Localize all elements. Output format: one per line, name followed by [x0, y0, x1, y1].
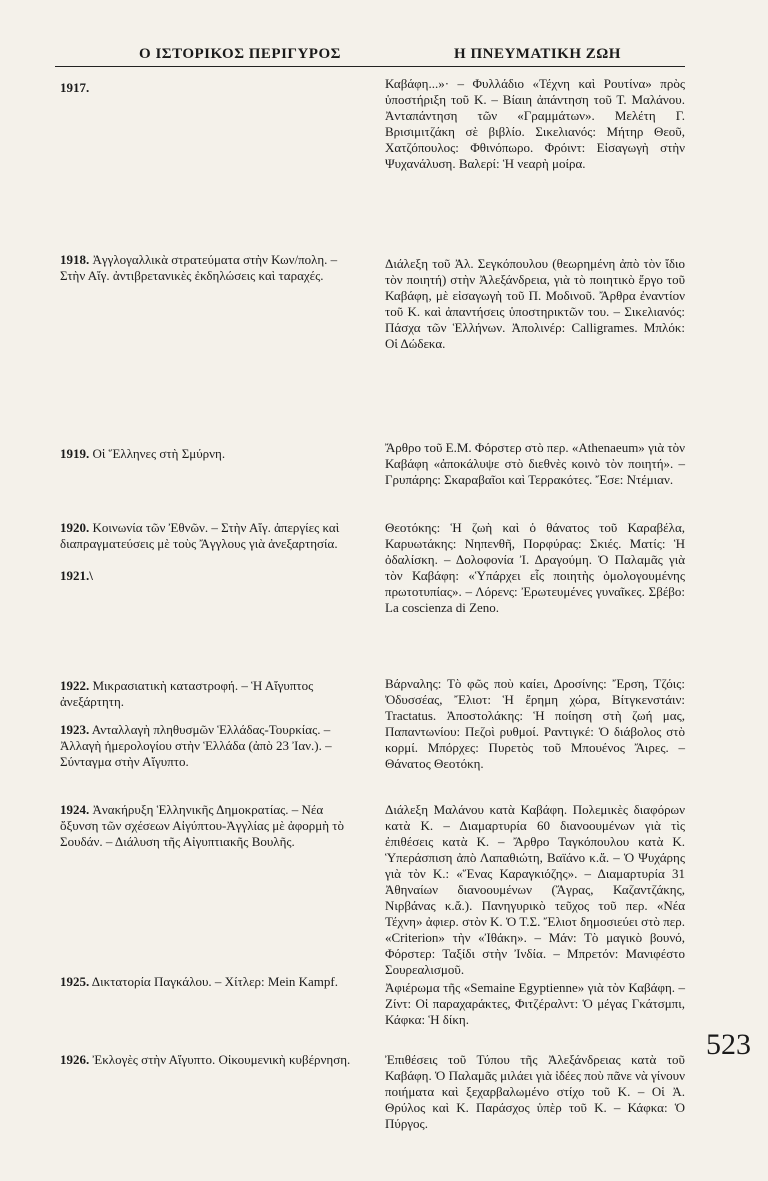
entry-text: Μικρασιατικὴ καταστροφή. – Ἡ Αἴγυπτος ἀνεξάρτητη. — [60, 678, 314, 709]
culture-entry-1925: Ἀφιέρωμα τῆς «Semaine Egyptienne» γιὰ τὸν Καβάφη. – Ζίντ: Οἱ παραχαράκτες, Φιτζέραλντ: Ὁ μέγας Γκάτσμπι, Κάφκα: Ἡ δίκη. — [385, 980, 685, 1027]
culture-entry-1926: Ἐπιθέσεις τοῦ Τύπου τῆς Ἀλεξάνδρειας κατὰ τοῦ Καβάφη. Ὁ Παλαμᾶς μιλάει γιὰ ἰδέες ποὺ πᾶνε νὰ γίνουν ποιήματα καὶ ξεχαρβαλωμένο στίχο τοῦ Κ. – Οἱ Ἀ. Θρύλος καὶ Κ. Παράσχος ὑπὲρ τοῦ Κ. – Κάφκα: Ὁ Πύργος. — [385, 1052, 685, 1131]
history-entry-1924 — [60, 802, 360, 850]
history-entry-1926 — [60, 1052, 360, 1068]
column-header-intellectual: Η ΠΝΕΥΜΑΤΙΚΗ ΖΩΗ — [454, 46, 621, 62]
entry-year: 1926. — [60, 1052, 90, 1067]
page-number: 523 — [706, 1028, 751, 1061]
column-header-historical: Ο ΙΣΤΟΡΙΚΟΣ ΠΕΡΙΓΥΡΟΣ — [139, 46, 341, 62]
entry-year: 1918. — [60, 252, 90, 267]
entry-year: 1924. — [60, 802, 90, 817]
entry-year: 1920. — [60, 520, 90, 535]
history-entry-1918 — [60, 252, 360, 284]
entry-year: 1925. — [60, 974, 90, 989]
culture-entry-1918: Διάλεξη τοῦ Ἀλ. Σεγκόπουλου (θεωρημένη ἀπὸ τὸν ἴδιο τὸν ποιητή) στὴν Ἀλεξάνδρεια, γιὰ τὸ ποιητικὸ ἔργο τοῦ Καβάφη, μὲ εἰσαγωγὴ τοῦ Π. Μοδινοῦ. Ἄρθρα ἐναντίον τοῦ Κ. καὶ ἀπαντήσεις ὑποστηρικτῶν του. – Σικελιανός: Πάσχα τῶν Ἑλλήνων. Ἀπολινέρ: Calligrames. Μπλόκ: Οἱ Δώδεκα. — [385, 256, 685, 351]
entry-text: Ανταλλαγὴ πληθυσμῶν Ἑλλάδας-Τουρκίας. – Ἀλλαγὴ ἡμερολογίου στὴν Ἑλλάδα (ἀπὸ 23 Ἰαν.). – Σύνταγμα στὴν Αἴγυπτο. — [60, 722, 332, 769]
entry-year: 1919. — [60, 446, 90, 461]
history-entry-1925 — [60, 974, 360, 990]
entry-text: Κοινωνία τῶν Ἐθνῶν. – Στὴν Αἴγ. ἀπεργίες καὶ διαπραγματεύσεις μὲ τοὺς Ἄγγλους γιὰ ἀνεξαρτησία. — [60, 520, 340, 551]
entry-text: Ἀνακήρυξη Ἑλληνικῆς Δημοκρατίας. – Νέα ὄξυνση τῶν σχέσεων Αἰγύπτου-Ἀγγλίας μὲ ἀφορμὴ τὸ Σουδάν. – Διάλυση τῆς Αἰγυπτιακῆς Βουλῆς. — [60, 802, 344, 849]
culture-entry-1924: Διάλεξη Μαλάνου κατὰ Καβάφη. Πολεμικὲς διαφόρων κατὰ Κ. – Διαμαρτυρία 60 διανοουμένων γιὰ τὶς ἐπιθέσεις κατὰ Κ. – Ἄρθρο Ταγκόπουλου κατὰ Κ. Ὑπεράσπιση ἀπὸ Λαπαθιώτη, Βαϊάνο κ.ἄ. – Ὁ Ψυχάρης γιὰ τὸν Κ.: «Ἕνας Καραγκιόζης». – Διαμαρτυρία 31 Ἀθηναίων διανοουμένων (Ἄγρας, Καζαντζάκης, Νιρβάνας κ.ἄ.). Πανηγυρικὸ τεῦχος τοῦ περ. «Νέα Τέχνη» ἀφιερ. στὸν Κ. Ὁ Τ.Σ. Ἔλιοτ δημοσιεύει στὸ περ. «Criterion» τὴν «Ἰθάκη». – Μάν: Τὸ μαγικὸ βουνό, Φόρστερ: Ταξίδι στὴν Ἰνδία. – Μπρετόν: Μανιφέστο Σουρεαλισμοῦ. — [385, 802, 685, 977]
entry-year: 1923. — [60, 722, 90, 737]
entry-text: Ἀγγλογαλλικὰ στρατεύματα στὴν Κων/πολη. – Στὴν Αἴγ. ἀντιβρετανικὲς ἐκδηλώσεις καὶ ταραχές. — [60, 252, 338, 283]
culture-entry-1920-1921: Θεοτόκης: Ἡ ζωὴ καὶ ὁ θάνατος τοῦ Καραβέλα, Καρυωτάκης: Νηπενθῆ, Πορφύρας: Σκιές. Ματίς: Ἡ ὀδαλίσκη. – Δολοφονία Ἰ. Δραγούμη. Ὁ Παλαμᾶς γιὰ τὸν Καβάφη: «Ὑπάρχει εἷς ποιητὴς ὁμολογουμένης πρωτοτυπίας». – Λόρενς: Ἐρωτευμένες γυναῖκες. Σβέβο: La coscienza di Zeno. — [385, 520, 685, 615]
culture-entry-1919: Ἄρθρο τοῦ Ε.Μ. Φόρστερ στὸ περ. «Athenaeum» γιὰ τὸν Καβάφη «ἀποκάλυψε στὸ διεθνὲς κοινὸ τὸν ποιητή». – Γρυπάρης: Σκαραβαῖοι καὶ Τερρακότες. Ἔσε: Ντέμιαν. — [385, 440, 685, 487]
entry-text: Ἐκλογὲς στὴν Αἴγυπτο. Οἰκουμενικὴ κυβέρνηση. — [89, 1052, 351, 1067]
culture-entry-1917: Καβάφη...»· – Φυλλάδιο «Τέχνη καὶ Ρουτίνα» πρὸς ὑποστήριξη τοῦ Κ. – Βίαιη ἀπάντηση τοῦ Τ. Μαλάνου. Ἀνταπάντηση τῶν «Γραμμάτων». Μελέτη Γ. Βρισιμιτζάκη σὲ βιβλίο. Σικελιανός: Μήτηρ Θεοῦ, Χατζόπουλος: Φθινόπωρο. Φρόιντ: Εἰσαγωγὴ στὴν Ψυχανάλυση. Βαλερί: Ἡ νεαρὴ μοίρα. — [385, 76, 685, 171]
entry-year: 1917. — [60, 80, 90, 95]
entry-year: 1922. — [60, 678, 90, 693]
history-entry-1920 — [60, 520, 360, 552]
history-entry-1923 — [60, 722, 360, 770]
history-entry-1921 — [60, 568, 360, 584]
history-entry-1917 — [60, 80, 360, 96]
entry-year: 1921.\ — [60, 568, 93, 583]
header-rule-left — [55, 66, 385, 67]
header-rule-right — [385, 66, 685, 67]
history-entry-1922 — [60, 678, 360, 710]
history-entry-1919 — [60, 446, 360, 462]
culture-entry-1922-1923: Βάρναλης: Τὸ φῶς ποὺ καίει, Δροσίνης: Ἔρση, Τζόις: Ὀδυσσέας, Ἔλιοτ: Ἡ ἔρημη χώρα, Βίτγκενστάιν: Tractatus. Ἀποστολάκης: Ἡ ποίηση στὴ ζωή μας, Παπαντωνίου: Πεζοὶ ρυθμοί. Ραντιγκέ: Ὁ διάβολος στὸ κορμί. Μπόρχες: Πυρετὸς τοῦ Μπουένος Ἄιρες. – Θάνατος Θεοτόκη. — [385, 676, 685, 771]
entry-text: Οἱ Ἕλληνες στὴ Σμύρνη. — [89, 446, 226, 461]
entry-text: Δικτατορία Παγκάλου. – Χίτλερ: Mein Kampf. — [89, 974, 338, 989]
